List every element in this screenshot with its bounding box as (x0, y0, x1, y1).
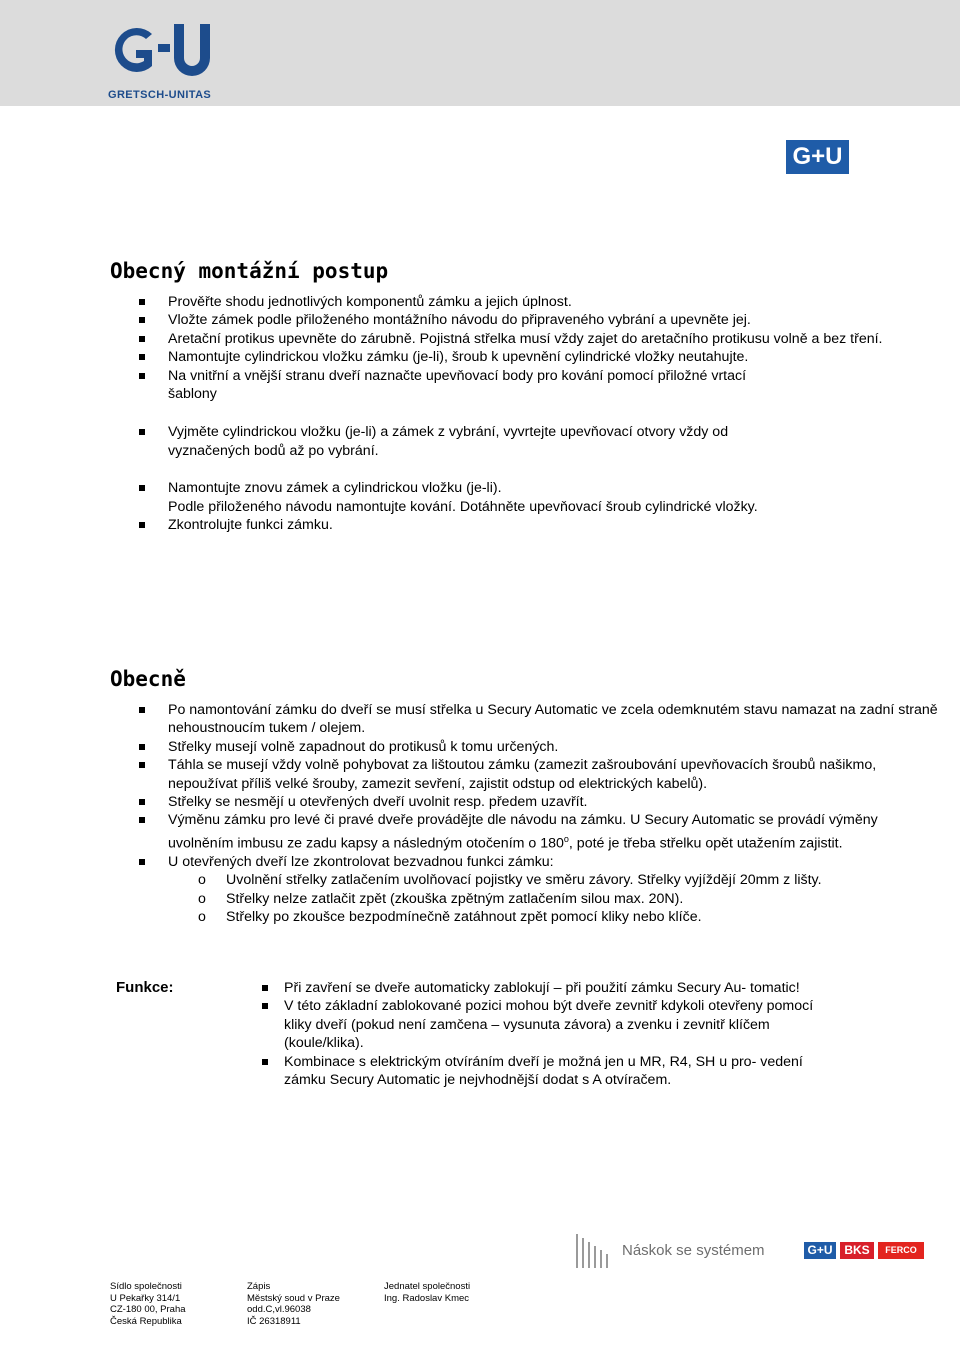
list-item: Vyjměte cylindrickou vložku (je-li) a zámek z vybrání, vyvrtejte upevňovací otvory vždy od vyznačených bodů až po vybrání. (110, 423, 940, 460)
obecne-list (110, 701, 940, 927)
sub-list-item (168, 890, 940, 908)
sub-list (168, 871, 940, 926)
bks-badge: BKS (840, 1242, 874, 1259)
sub-list-item (168, 908, 940, 926)
footer-line: odd.C,vl.96038 (247, 1304, 311, 1316)
brand-name: GRETSCH-UNITAS (108, 89, 212, 101)
postup-list (110, 293, 940, 534)
footer-line: Jednatel společnosti (384, 1281, 471, 1292)
section-title-postup: Obecný montážní postup (110, 259, 389, 283)
list-item-text: Výměnu zámku pro levé či pravé dveře provádějte dle návodu na zámku. U Secury Automatic se provádí výměny uvolněním imbusu ze zadu kapsy a následným otočením o 180 (168, 812, 878, 852)
footer-line: IČ 26318911 (247, 1315, 301, 1327)
list-item (110, 811, 940, 853)
sub-marker: o (198, 909, 206, 926)
list-item: Namontujte cylindrickou vložku zámku (je-li), šroub k upevnění cylindrické vložky neutahujte. (110, 348, 940, 366)
list-item: Aretační protikus upevněte do zárubně. Pojistná střelka musí vždy zajet do aretačního protikusu volně a bez tření. (110, 330, 940, 348)
gu-small-logo (786, 140, 849, 174)
list-item: Při zavření se dveře automaticky zablokují – při použití zámku Secury Au- tomatic! (262, 979, 832, 997)
sub-list-item (168, 871, 940, 889)
footer-director (384, 1281, 470, 1304)
list-item: Na vnitřní a vnější stranu dveří naznačte upevňovací body pro kování pomocí přiložné vrtací šablony (110, 367, 940, 404)
list-item-continuation: Podle přiloženého návodu namontujte kování. Dotáhněte upevňovací šroub cylindrické vložky. (168, 498, 758, 515)
sub-marker: o (198, 872, 206, 889)
footer-line: Zápis (247, 1281, 271, 1292)
list-item-text-rest: , poté je třeba střelku opět utažením zajistit. (568, 835, 843, 852)
footer-company-address (110, 1281, 186, 1327)
footer-line: U Pekařky 314/1 (110, 1292, 181, 1304)
list-item: Vložte zámek podle přiloženého montážního návodu do připraveného vybrání a upevněte jej. (110, 311, 940, 329)
footer-line: Ing. Radoslav Kmec (384, 1292, 470, 1304)
footer-line: Česká Republika (110, 1315, 182, 1327)
footer-banner (574, 1230, 932, 1270)
sub-item-text: Uvolnění střelky zatlačením uvolňovací pojistky ve směru závory. Střelky vyjíždějí 20mm z lišty. (226, 872, 822, 889)
list-item-text: U otevřených dveří lze zkontrolovat bezvadnou funkci zámku: (168, 853, 554, 870)
list-item: Střelky musejí volně zapadnout do protikusů k tomu určených. (110, 738, 940, 756)
small-logo-text: G+U (792, 143, 843, 170)
list-item: Prověřte shodu jednotlivých komponentů zámku a jejich úplnost. (110, 293, 940, 311)
footer-line: Městský soud v Praze (247, 1292, 340, 1304)
degree-sup: o (563, 833, 569, 844)
funkce-label: Funkce: (116, 979, 174, 996)
list-item: Zkontrolujte funkci zámku. (110, 516, 940, 534)
list-item: Táhla se musejí vždy volně pohybovat za lištoutou zámku (zamezit zašroubování upevňovacích šroubů našikmo, nepoužívat příliš velké šrouby, zamezit sevření, zajistit odstup od elektrických kabelů). (110, 756, 940, 793)
gretsch-unitas-logo (108, 20, 220, 100)
footer-registration (247, 1281, 340, 1327)
sub-marker: o (198, 890, 206, 907)
list-item: Namontujte znovu zámek a cylindrickou vložku (je-li). (110, 479, 940, 497)
funkce-list (262, 979, 832, 1089)
gu-logo-icon (108, 20, 218, 80)
section-title-obecne: Obecně (110, 667, 186, 691)
sub-item-text: Střelky po zkoušce bezpodmínečně zatáhnout zpět pomocí kliky nebo klíče. (226, 909, 702, 926)
ferco-badge: FERCO (878, 1242, 924, 1259)
footer-line: Sídlo společnosti (110, 1281, 182, 1292)
list-item: Po namontování zámku do dveří se musí střelka u Secury Automatic ve zcela odemknutém stavu namazat na zadní straně nehoustnoucím tukem / olejem. (110, 701, 940, 738)
stripes-icon (574, 1230, 614, 1270)
gu-badge: G+U (804, 1242, 836, 1259)
footer-line: CZ-180 00, Praha (110, 1304, 186, 1316)
list-item: Kombinace s elektrickým otvíráním dveří je možná jen u MR, R4, SH u pro- vedení zámku Secury Automatic je nejvhodnější dodat s A otvíračem. (262, 1053, 832, 1090)
sub-item-text: Střelky nelze zatlačit zpět (zkouška zpětným zatlačením silou max. 20N). (226, 890, 684, 907)
list-item (110, 853, 940, 927)
footer-slogan: Náskok se systémem (622, 1242, 765, 1259)
list-item: Střelky se nesmějí u otevřených dveří uvolnit resp. předem uzavřít. (110, 793, 940, 811)
list-item: V této základní zablokované pozici mohou být dveře zevnitř kdykoli otevřeny pomocí kliky dveří (pokud není zamčena – vysunuta závora) a zvenku i zevnitř klíčem (koule/klika). (262, 997, 832, 1052)
